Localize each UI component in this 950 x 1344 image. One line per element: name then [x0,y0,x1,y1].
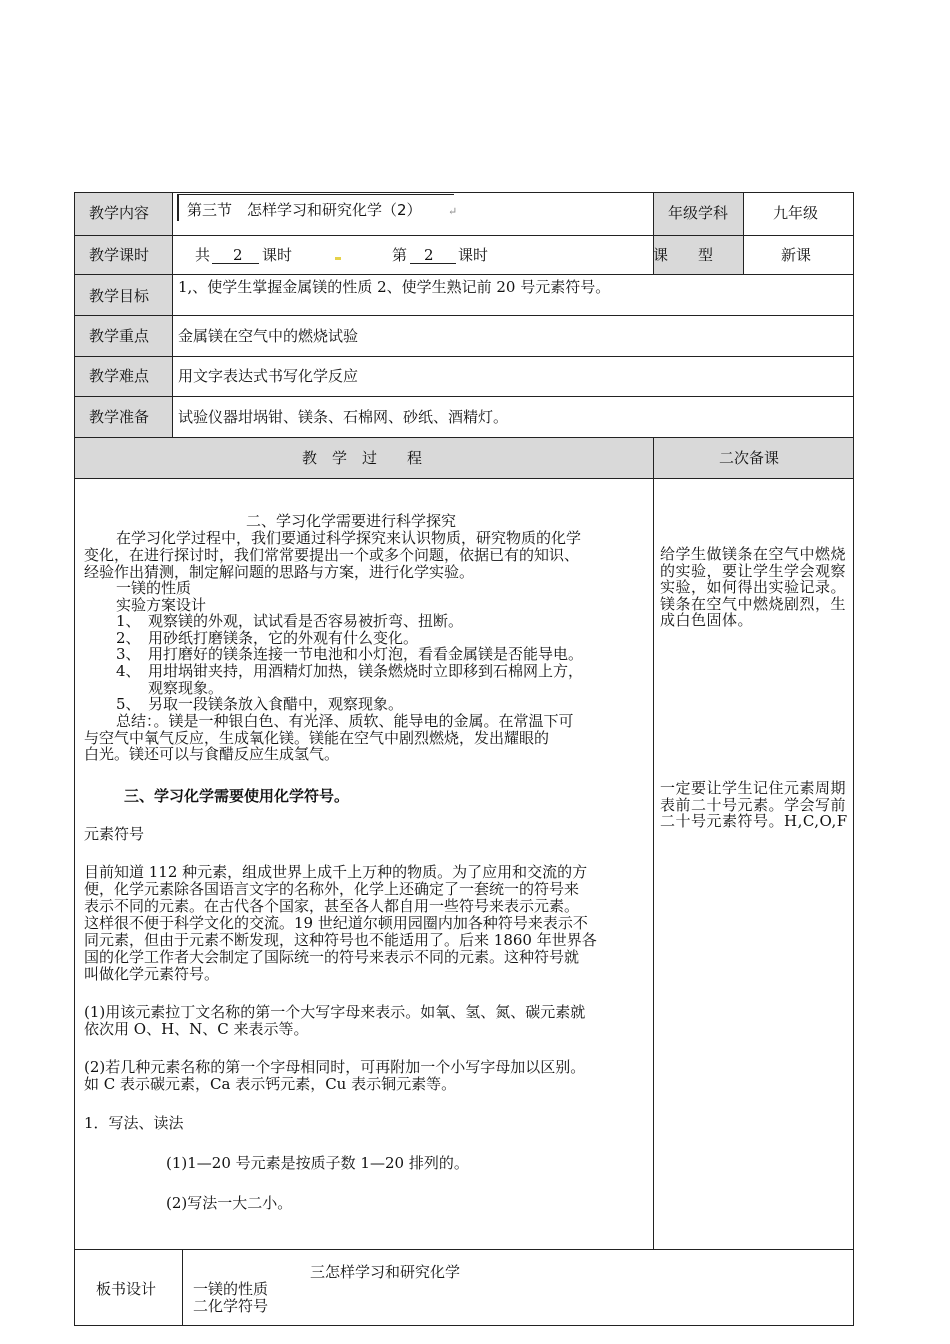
step-item: 1、 观察镁的外观，试试看是否容易被折弯、扭断。 [116,612,464,630]
grid-line [653,437,654,1249]
writing-rule: (1)1—20 号元素是按质子数 1—20 排列的。 [166,1154,469,1172]
intro-line: 经验作出猜测，制定解问题的思路与方案，进行化学实验。 [84,563,475,581]
second-prep-header: 二次备课 [719,449,780,467]
second-prep-note: 一定要让学生记住元素周期表前二十号元素。学会写前二十号元素符号。H,C,O,F [660,779,848,830]
hours-current-suffix: 课时 [458,246,489,264]
goal-text: 1,、使学生掌握金属镁的性质 2、使学生熟记前 20 号元素符号。 [178,278,611,296]
element-symbol-heading: 元素符号 [84,825,145,843]
grade-subject-label: 年级学科 [668,204,729,222]
board-line: 二化学符号 [193,1297,269,1315]
field-marker [335,257,341,260]
step-item: 3、 用打磨好的镁条连接一节电池和小灯泡，看看金属镁是否能导电。 [116,645,584,663]
rule-2-line: 如 C 表示碳元素，Ca 表示钙元素，Cu 表示铜元素等。 [84,1075,457,1093]
board-label: 板书设计 [96,1280,157,1298]
grid-line [74,396,854,397]
summary-line: 与空气中氧气反应，生成氧化镁。镁能在空气中剧烈燃烧，发出耀眼的 [84,729,550,747]
grid-line [172,192,173,437]
content-label: 教学内容 [89,204,150,222]
process-header: 教 学 过 程 [302,449,423,467]
hours-current-underline [410,263,456,264]
writing-reading-heading: 1．写法、读法 [84,1114,184,1132]
subheading-experiment: 实验方案设计 [116,596,207,614]
step-item: 4、 用坩埚钳夹持，用酒精灯加热，镁条燃烧时立即移到石棉网上方， [116,662,584,680]
hours-total-underline [212,263,259,264]
grid-line [74,437,854,438]
goal-label: 教学目标 [89,287,150,305]
hours-total-suffix: 课时 [262,246,293,264]
difficulty-text: 用文字表达式书写化学反应 [178,367,359,385]
intro-line: 在学习化学过程中，我们要通过科学探究来认识物质，研究物质的化学 [116,529,582,547]
grade-subject-value: 九年级 [773,204,819,222]
symbol-paragraph-line: 国的化学工作者大会制定了国际统一的符号来表示不同的元素。这种符号就 [84,948,580,966]
writing-rule: (2)写法一大二小。 [166,1194,293,1212]
rule-1-line: 依次用 O、H、N、C 来表示等。 [84,1020,309,1038]
content-title: 第三节 怎样学习和研究化学（2） [187,201,422,219]
prep-label: 教学准备 [89,408,150,426]
lesson-type-value: 新课 [781,246,812,264]
grid-line [74,235,854,236]
symbol-paragraph-line: 叫做化学元素符号。 [84,965,220,983]
symbol-paragraph-line: 同元素，但由于元素不断发现，这种符号也不能适用了。后来 1860 年世界各 [84,931,597,949]
hours-current: 2 [424,246,434,264]
hours-total: 2 [233,246,243,264]
lesson-type-label: 课 型 [653,246,714,264]
key-label: 教学重点 [89,327,150,345]
summary-line: 总结：。镁是一种银白色、有光泽、质软、能导电的金属。在常温下可 [116,712,574,730]
prep-text: 试验仪器坩埚钳、镁条、石棉网、砂纸、酒精灯。 [178,408,509,426]
key-text: 金属镁在空气中的燃烧试验 [178,327,359,345]
step-item: 2、 用砂纸打磨镁条，它的外观有什么变化。 [116,629,419,647]
grid-line [74,356,854,357]
subheading-magnesium: 一镁的性质 [116,579,192,597]
grid-line [74,274,854,275]
hours-current-prefix: 第 [392,246,408,264]
return-mark: ↵ [448,205,458,218]
section-3-title: 三、学习化学需要使用化学符号。 [124,787,350,805]
step-item: 5、 另取一段镁条放入食醋中，观察现象。 [116,695,404,713]
symbol-paragraph-line: 便，化学元素除各国语言文字的名称外，化学上还确定了一套统一的符号来 [84,880,580,898]
intro-line: 变化，在进行探讨时，我们常常要提出一个或多个问题，依据已有的知识、 [84,546,580,564]
grid-line [74,478,854,479]
board-title: 三怎样学习和研究化学 [310,1263,461,1281]
section-2-title: 二、学习化学需要进行科学探究 [246,512,457,530]
rule-1-line: (1)用该元素拉丁文名称的第一个大写字母来表示。如氧、氢、氮、碳元素就 [84,1003,586,1021]
grid-line [743,192,744,274]
grid-line [74,1249,854,1250]
symbol-paragraph-line: 这样很不便于科学文化的交流。19 世纪道尔顿用园圈内加各种符号来表示不 [84,914,588,932]
symbol-paragraph-line: 表示不同的元素。在古代各个国家，甚至各人都自用一些符号来表示元素。 [84,897,580,915]
grid-line [74,315,854,316]
hours-total-prefix: 共 [195,246,211,264]
hours-label: 教学课时 [89,246,150,264]
second-prep-note: 给学生做镁条在空气中燃烧的实验，要让学生学会观察实验，如何得出实验记录。镁条在空气中燃烧剧烈，生成白色固体。 [660,545,847,629]
grid-line [182,1249,183,1326]
symbol-paragraph-line: 目前知道 112 种元素，组成世界上成千上万种的物质。为了应用和交流的方 [84,863,588,881]
rule-2-line: (2)若几种元素名称的第一个字母相同时，可再附加一个小写字母加以区别。 [84,1058,586,1076]
step-item-continued: 观察现象。 [148,679,224,697]
difficulty-label: 教学难点 [89,367,150,385]
board-line: 一镁的性质 [193,1280,269,1298]
summary-line: 白光。镁还可以与食醋反应生成氢气。 [84,745,340,763]
